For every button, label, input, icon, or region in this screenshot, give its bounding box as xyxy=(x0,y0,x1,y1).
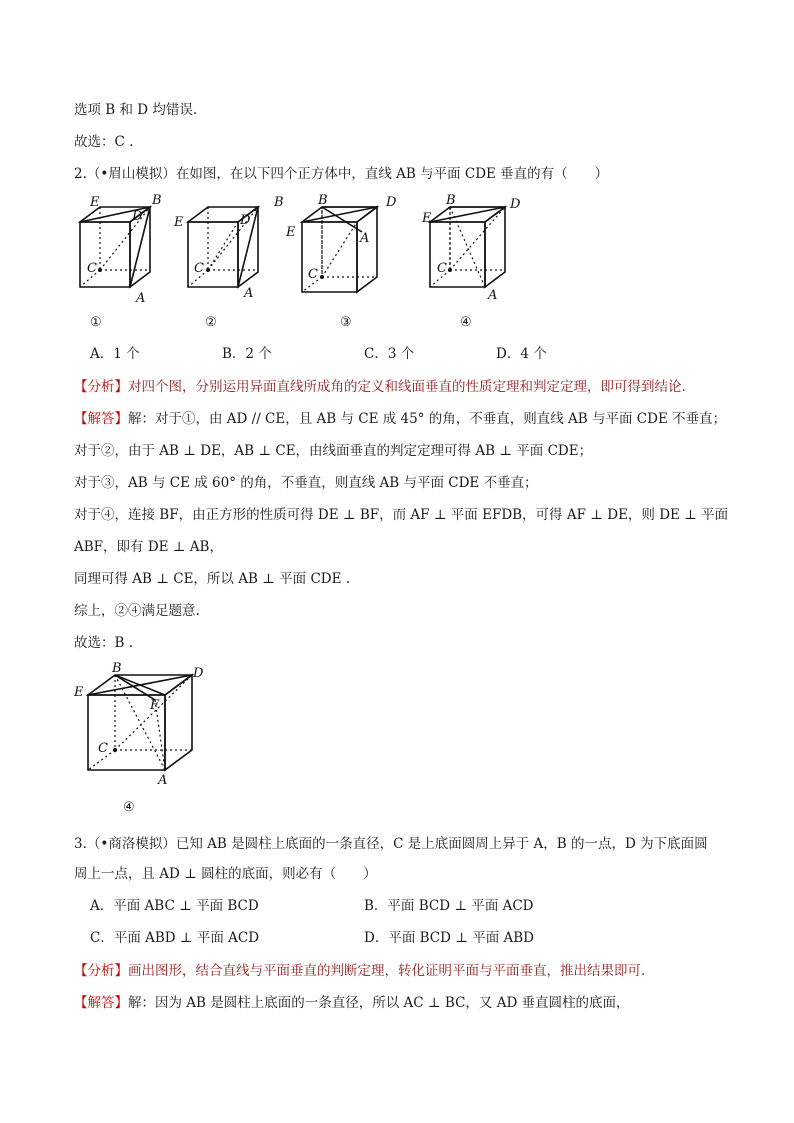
cube-figure-large xyxy=(70,660,220,790)
figure-caption-3: ③ xyxy=(340,315,352,330)
solution-tag: 【解答】 xyxy=(74,995,128,1011)
label-D: D xyxy=(132,209,143,224)
label-B: B xyxy=(112,661,122,676)
figure-caption-1: ① xyxy=(90,315,102,330)
text-line: 故选：C . xyxy=(74,134,134,150)
solution-tag: 【解答】 xyxy=(74,411,128,427)
option-d: D．4 个 xyxy=(496,346,547,362)
figure-caption-4: ④ xyxy=(460,315,472,330)
label-B: B xyxy=(446,193,456,208)
question-2-stem: 2.（•眉山模拟）在如图，在以下四个正方体中，直线 AB 与平面 CDE 垂直的有（ ） xyxy=(74,166,609,182)
text-line: 对于④，连接 BF，由正方形的性质可得 DE ⊥ BF，而 AF ⊥ 平面 EFDB，可得 AF ⊥ DE，则 DE ⊥ 平面 xyxy=(74,507,729,523)
option-a: A．平面 ABC ⊥ 平面 BCD xyxy=(90,898,259,914)
label-F: F xyxy=(150,698,160,713)
figure-caption-2: ② xyxy=(205,315,217,330)
label-A: A xyxy=(488,288,498,303)
label-B: B xyxy=(274,195,284,210)
text-line: 综上，②④满足题意. xyxy=(74,603,200,619)
label-C: C xyxy=(98,741,108,756)
option-c: C．平面 ABD ⊥ 平面 ACD xyxy=(90,930,260,946)
label-E: E xyxy=(174,215,184,230)
option-d: D．平面 BCD ⊥ 平面 ABD xyxy=(364,930,535,946)
label-E: E xyxy=(286,225,296,240)
option-c: C．3 个 xyxy=(364,346,415,362)
label-A: A xyxy=(136,291,146,306)
text-line: 对于②，由于 AB ⊥ DE，AB ⊥ CE，由线面垂直的判定定理可得 AB ⊥ 平面 CDE； xyxy=(74,443,593,459)
label-D: D xyxy=(193,666,204,681)
label-A: A xyxy=(360,231,370,246)
label-E: E xyxy=(74,685,84,700)
label-A: A xyxy=(158,773,168,788)
label-C: C xyxy=(194,261,204,276)
option-b: B．平面 BCD ⊥ 平面 ACD xyxy=(364,898,534,914)
label-D: D xyxy=(386,195,397,210)
label-C: C xyxy=(87,261,97,276)
analysis-tag: 【分析】 xyxy=(74,379,128,395)
label-E: E xyxy=(422,211,432,226)
option-b: B．2 个 xyxy=(222,346,272,362)
analysis-line: 【分析】对四个图，分别运用异面直线所成角的定义和线面垂直的性质定理和判定定理，即可得到结论. xyxy=(74,379,686,395)
text-line: 对于③，AB 与 CE 成 60° 的角，不垂直，则直线 AB 与平面 CDE 不垂直； xyxy=(74,475,538,491)
text-line: 选项 B 和 D 均错误. xyxy=(74,102,198,118)
text-line: 故选：B . xyxy=(74,635,134,651)
label-C: C xyxy=(308,267,318,282)
label-C: C xyxy=(437,261,447,276)
text-line: ABF，即有 DE ⊥ AB， xyxy=(74,539,223,555)
analysis-line: 【分析】画出图形，结合直线与平面垂直的判断定理，转化证明平面与平面垂直，推出结果即可. xyxy=(74,963,646,979)
label-D: D xyxy=(510,197,521,212)
figure-caption-large: ④ xyxy=(123,800,135,815)
option-a: A．1 个 xyxy=(90,346,140,362)
solution-line: 【解答】解：因为 AB 是圆柱上底面的一条直径，所以 AC ⊥ BC，又 AD 垂直圆柱的底面， xyxy=(74,995,630,1011)
label-A: A xyxy=(244,286,254,301)
question-3-stem: 3.（•商洛模拟）已知 AB 是圆柱上底面的一条直径，C 是上底面圆周上异于 A，B 的一点，D 为下底面圆 xyxy=(74,836,708,852)
label-D: D xyxy=(240,213,251,228)
analysis-tag: 【分析】 xyxy=(74,963,128,979)
solution-line: 【解答】解：对于①，由 AD // CE，且 AB 与 CE 成 45° 的角，不垂直，则直线 AB 与平面 CDE 不垂直； xyxy=(74,411,727,427)
label-E: E xyxy=(90,195,100,210)
label-B: B xyxy=(318,193,328,208)
text-line: 同理可得 AB ⊥ CE，所以 AB ⊥ 平面 CDE . xyxy=(74,571,351,587)
label-B: B xyxy=(152,193,162,208)
question-3-stem-cont: 周上一点，且 AD ⊥ 圆柱的底面，则必有（ ） xyxy=(74,866,377,882)
